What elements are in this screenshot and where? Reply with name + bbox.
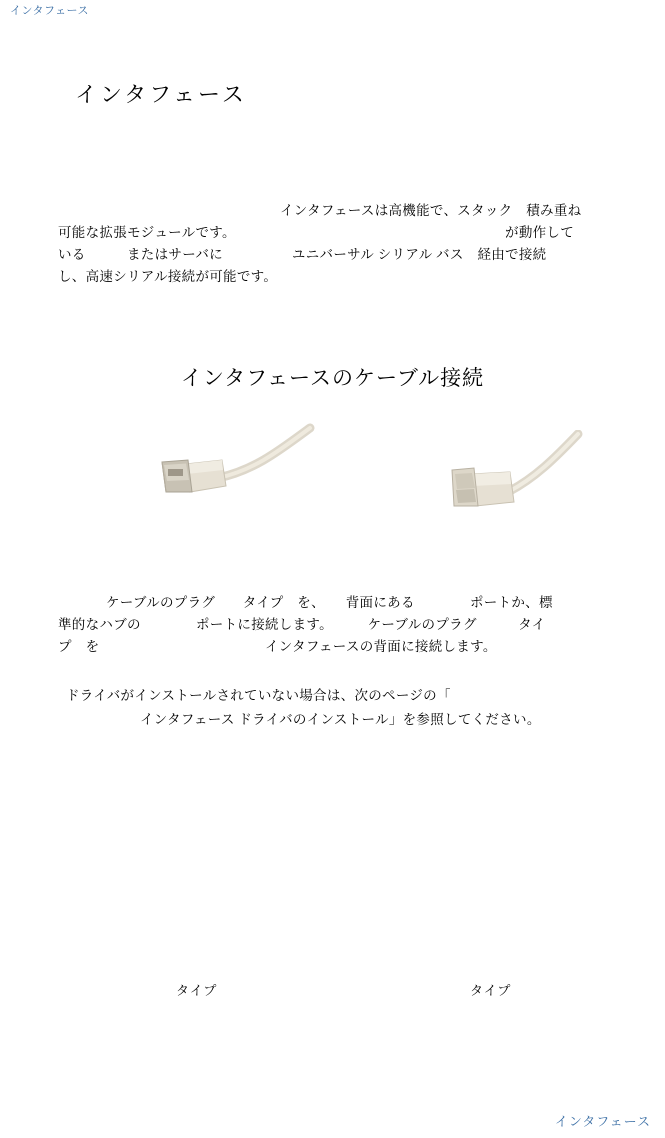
page-title: インタフェース [75,82,247,107]
note-line-1: ドライバがインストールされていない場合は、次のページの「 [66,688,451,703]
note-line-2: インタフェース ドライバのインストール」を参照してください。 [140,712,541,727]
running-header: インタフェース [10,5,89,17]
connect-line-2: 準的なハブの ポートに接続します。 ケーブルのプラグ タイ [58,617,546,632]
intro-line-4: し、高速シリアル接続が可能です。 [58,269,278,284]
connect-line-3: プ を インタフェースの背面に接続します。 [58,639,497,654]
driver-note [66,684,626,732]
figure-caption-left: タイプ [176,983,218,998]
connect-line-1: ケーブルのプラグ タイプ を、 背面にある ポートか、標 [106,595,553,610]
intro-paragraph [58,200,614,288]
usb-type-b-cable-icon [450,430,610,555]
section-heading: インタフェースのケーブル接続 [180,366,485,390]
usb-type-a-cable-icon [160,420,330,545]
intro-line-2: 可能な拡張モジュールです。 が動作して [58,225,575,240]
intro-line-3: いる またはサーバに ユニバーサル シリアル バス 経由で接続 [58,247,547,262]
connection-paragraph [58,592,614,658]
intro-line-1: インタフェースは高機能で、スタック 積み重ね [280,203,582,218]
running-footer: インタフェース [554,1114,651,1129]
figure-caption-right: タイプ [470,983,512,998]
